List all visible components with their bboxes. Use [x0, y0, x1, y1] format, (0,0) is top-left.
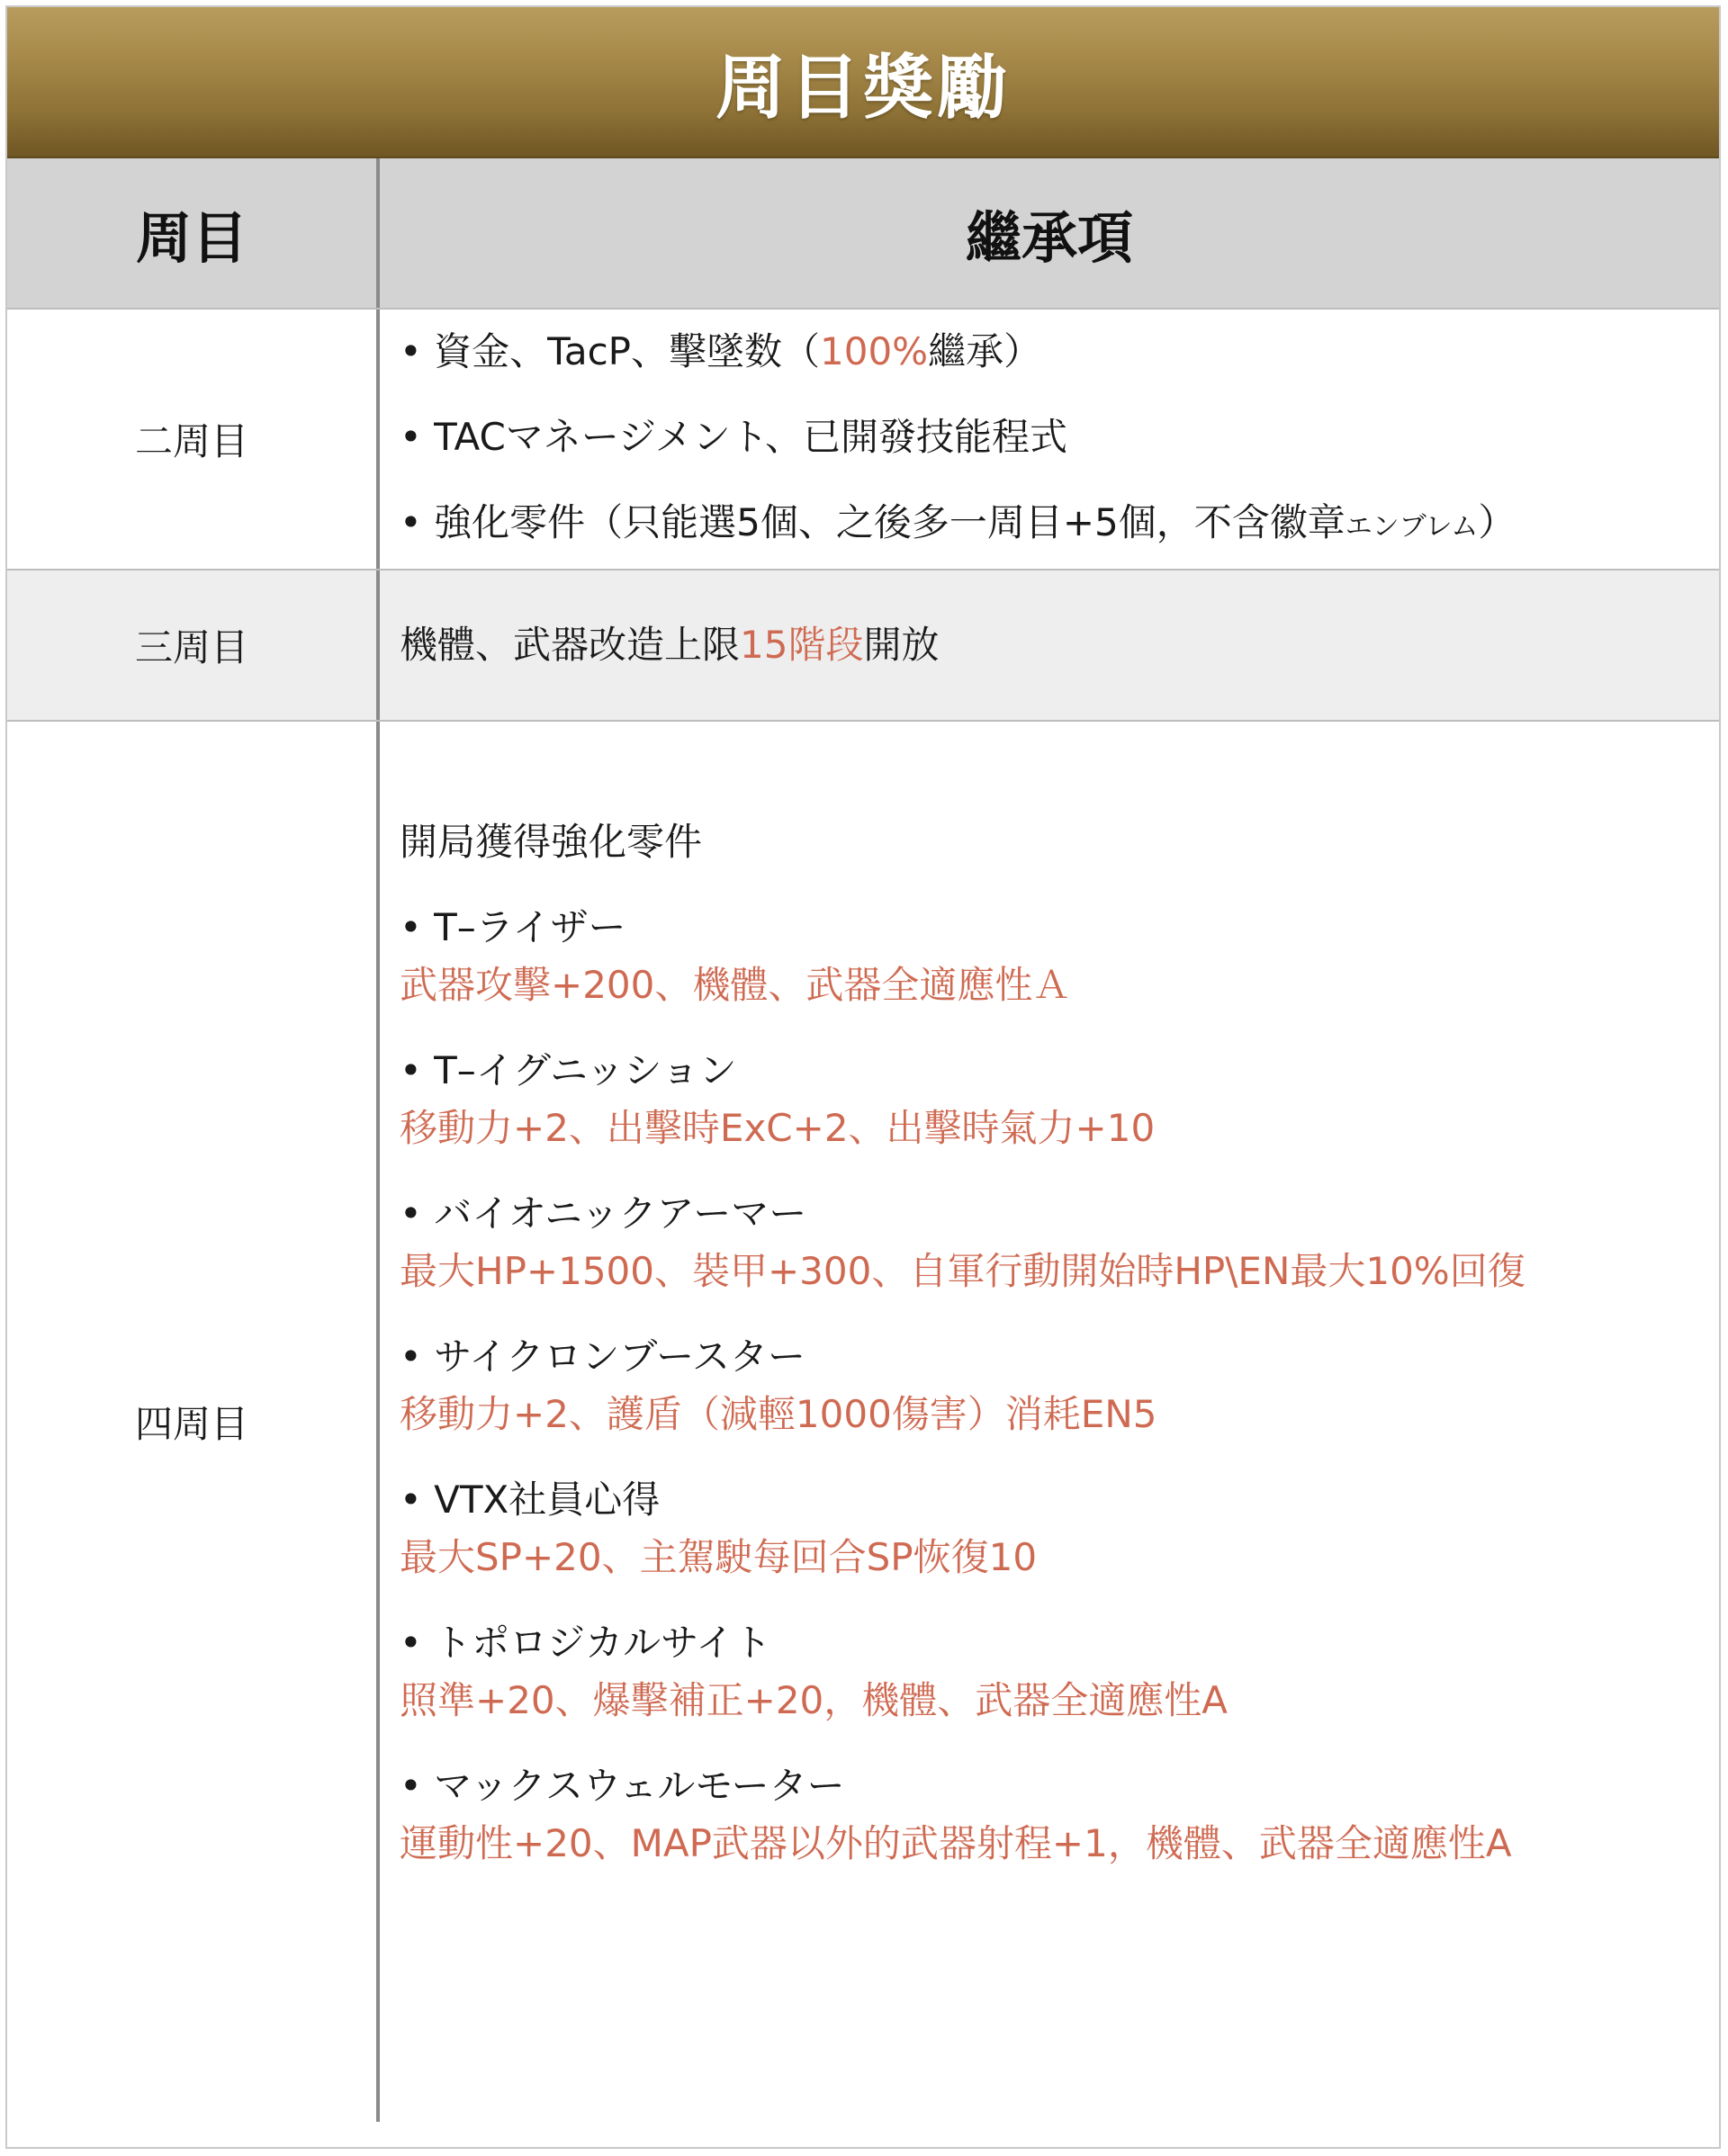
table-row-cycle-3	[7, 570, 1719, 722]
part-name: • トポロジカルサイト	[400, 1620, 1719, 1666]
row-label-cycle-4: 四周目	[134, 1402, 248, 1446]
table-row-cycle-2	[7, 310, 1719, 570]
row-label-cycle-2: 二周目	[134, 419, 248, 463]
inherit-item-parts: • 強化零件（只能選5個、之後多一周目+5個，不含徽章エンブレム）	[400, 499, 1719, 551]
row-content-cycle-4	[380, 722, 1719, 2122]
upgrade-limit-text: 機體、武器改造上限15階段開放	[400, 623, 940, 667]
parts-intro: 開局獲得強化零件	[400, 820, 703, 864]
part-name: • バイオニックアーマー	[400, 1190, 1719, 1237]
inherit-item-funds: • 資金、TacP、擊墜数（100%繼承）	[400, 328, 1719, 375]
list-item	[400, 1334, 1719, 1438]
part-effect: 武器攻擊+200、機體、武器全適應性Ａ	[400, 963, 1071, 1007]
row-content-cycle-3	[380, 570, 1719, 720]
part-name: • T–ライザー	[400, 904, 1719, 951]
list-item	[400, 1190, 1719, 1295]
inherit-item-tac: • TACマネージメント、已開發技能程式	[400, 414, 1719, 461]
row-content-cycle-2	[380, 310, 1719, 569]
reward-table	[7, 158, 1719, 2122]
part-effect: 運動性+20、MAP武器以外的武器射程+1，機體、武器全適應性A	[400, 1821, 1512, 1865]
list-item	[400, 1620, 1719, 1724]
table-row-cycle-4	[7, 722, 1719, 2122]
part-effect: 最大HP+1500、裝甲+300、自軍行動開始時HP\EN最大10%回復	[400, 1249, 1526, 1293]
part-name: • VTX社員心得	[400, 1477, 1719, 1523]
list-item	[400, 1763, 1719, 1867]
part-effect: 移動力+2、出擊時ExC+2、出擊時氣力+10	[400, 1106, 1156, 1150]
header-inheritance: 繼承項	[965, 204, 1133, 271]
table-header-row	[7, 158, 1719, 310]
part-effect: 移動力+2、護盾（減輕1000傷害）消耗EN5	[400, 1392, 1157, 1436]
title-bar	[7, 7, 1719, 158]
part-name: • サイクロンブースター	[400, 1334, 1719, 1380]
reward-table-frame	[5, 5, 1721, 2149]
page-title: 周目獎勵	[715, 48, 1011, 129]
row-label-cycle-3: 三周目	[134, 625, 248, 669]
header-cycle: 周目	[7, 158, 380, 308]
list-item	[400, 904, 1719, 1009]
part-name: • マックスウェルモーター	[400, 1763, 1719, 1810]
part-effect: 最大SP+20、主駕駛每回合SP恢復10	[400, 1535, 1038, 1579]
part-effect: 照準+20、爆擊補正+20，機體、武器全適應性A	[400, 1678, 1228, 1722]
list-item	[400, 1047, 1719, 1152]
list-item	[400, 1477, 1719, 1581]
part-name: • T–イグニッション	[400, 1047, 1719, 1094]
